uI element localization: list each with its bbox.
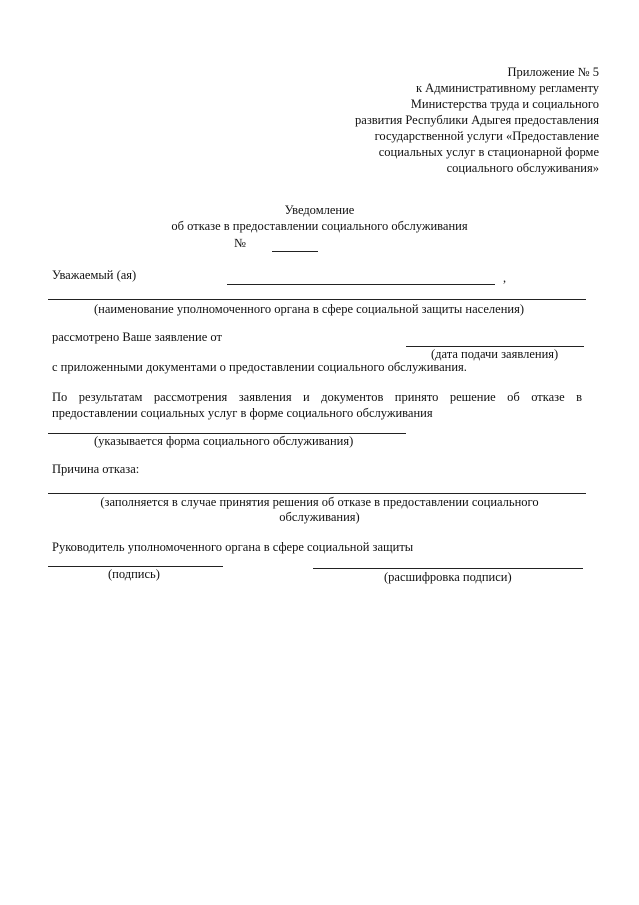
number-sign: № (234, 236, 246, 250)
decision-paragraph: По результатам рассмотрения заявления и документов принято решение об отказе в предоставлении социальных услуг в форме социального обслуживания (52, 390, 582, 420)
number-field-line (272, 251, 318, 252)
comma: , (503, 271, 507, 285)
reason-caption-2: обслуживания) (279, 510, 360, 524)
reason-label: Причина отказа: (52, 462, 140, 476)
document-title: Уведомление (284, 203, 355, 217)
header-line: Приложение № 5 (507, 65, 599, 79)
recipient-name-line (227, 284, 495, 285)
appendix-header (355, 64, 599, 176)
reason-caption-1: (заполняется в случае принятия решения об отказе в предоставлении социального (100, 495, 539, 509)
reason-line (48, 493, 586, 494)
with-documents-text: с приложенными документами о предоставлении социального обслуживания. (52, 360, 467, 374)
considered-text: рассмотрено Ваше заявление от (52, 330, 222, 344)
dear-label: Уважаемый (ая) (52, 268, 137, 282)
authority-caption: (наименование уполномоченного органа в сфере социальной защиты населения) (94, 302, 524, 316)
decoding-caption: (расшифровка подписи) (384, 570, 512, 584)
document-subtitle: об отказе в предоставлении социального обслуживания (171, 219, 468, 233)
date-caption: (дата подачи заявления) (431, 347, 559, 361)
signature-caption: (подпись) (108, 567, 160, 581)
head-label: Руководитель уполномоченного органа в сфере социальной защиты (52, 540, 414, 554)
header-line: государственной услуги «Предоставление (374, 129, 599, 143)
header-line: к Административному регламенту (415, 81, 599, 95)
authority-line (48, 299, 586, 300)
header-line: социальных услуг в стационарной форме (378, 145, 599, 159)
header-line: социального обслуживания» (446, 161, 599, 175)
header-line: Министерства труда и социального (410, 97, 599, 111)
header-line: развития Республики Адыгея предоставления (355, 113, 599, 127)
decoding-line (313, 568, 583, 569)
form-caption: (указывается форма социального обслуживания) (94, 434, 354, 448)
